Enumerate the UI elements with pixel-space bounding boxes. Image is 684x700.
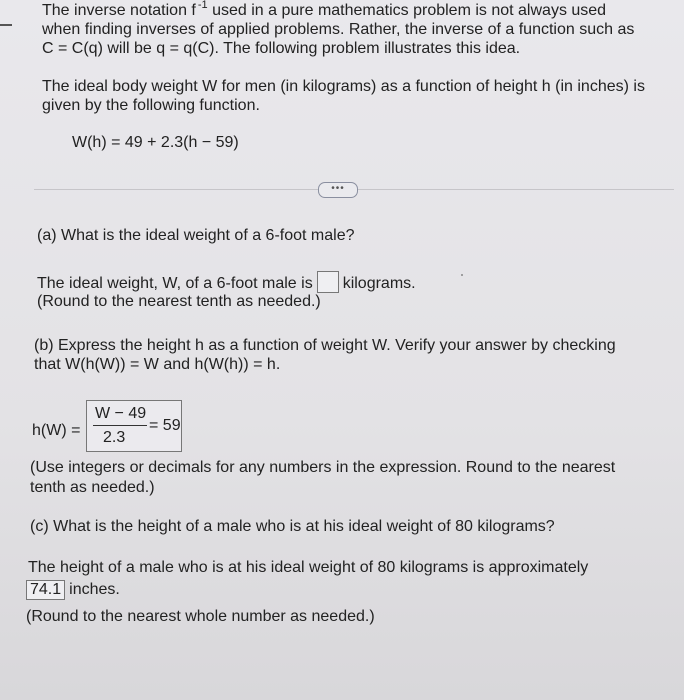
- given-formula: W(h) = 49 + 2.3(h − 59): [72, 134, 239, 151]
- given-line-2: given by the following function.: [42, 97, 260, 114]
- part-b-question-line-1: (b) Express the height h as a function of weight W. Verify your answer by checking: [34, 337, 616, 354]
- fraction-numerator: W − 49: [95, 405, 147, 422]
- part-c-question: (c) What is the height of a male who is at his ideal weight of 80 kilograms?: [30, 518, 555, 535]
- given-line-1: The ideal body weight W for men (in kilograms) as a function of height h (in inches) is: [42, 78, 645, 95]
- intro-line-1: [42, 2, 606, 20]
- h-of-w-label: h(W) =: [32, 422, 81, 439]
- fraction-bar: [93, 425, 147, 426]
- part-c-answer-line-2: [26, 580, 120, 600]
- h-of-w-expression-box[interactable]: [86, 400, 182, 452]
- part-a-question: (a) What is the ideal weight of a 6-foot male?: [37, 227, 355, 244]
- expression-equals-59: = 59: [149, 417, 181, 434]
- part-b-note-line-1: (Use integers or decimals for any numbers in the expression. Round to the nearest: [30, 459, 616, 476]
- height-answer-box[interactable]: 74.1: [26, 580, 65, 600]
- intro-text-b: used in a pure mathematics problem is not always used: [207, 2, 607, 19]
- part-c-answer-line-1: The height of a male who is at his ideal weight of 80 kilograms is approximately: [28, 559, 589, 576]
- stray-dot: [461, 274, 463, 276]
- part-a-answer-line: [37, 271, 416, 293]
- part-b-note-line-2: tenth as needed.): [30, 479, 155, 496]
- intro-line-2: when finding inverses of applied problems. Rather, the inverse of a function such as: [42, 21, 635, 38]
- intro-text-a: The inverse notation f: [42, 2, 196, 19]
- part-a-answer-suffix: kilograms.: [342, 275, 416, 292]
- margin-dash: [0, 24, 12, 26]
- part-c-answer-suffix: inches.: [69, 581, 120, 598]
- expand-ellipsis-button[interactable]: •••: [318, 182, 358, 198]
- part-a-answer-prefix: The ideal weight, W, of a 6-foot male is: [37, 275, 313, 292]
- fraction-denominator: 2.3: [103, 429, 126, 446]
- ideal-weight-answer-box[interactable]: [317, 271, 339, 293]
- intro-line-3: C = C(q) will be q = q(C). The following problem illustrates this idea.: [42, 40, 521, 57]
- part-a-note: (Round to the nearest tenth as needed.): [37, 293, 321, 310]
- inverse-superscript: -1: [197, 0, 208, 11]
- part-c-note: (Round to the nearest whole number as needed.): [26, 608, 375, 625]
- part-b-question-line-2: that W(h(W)) = W and h(W(h)) = h.: [34, 356, 281, 373]
